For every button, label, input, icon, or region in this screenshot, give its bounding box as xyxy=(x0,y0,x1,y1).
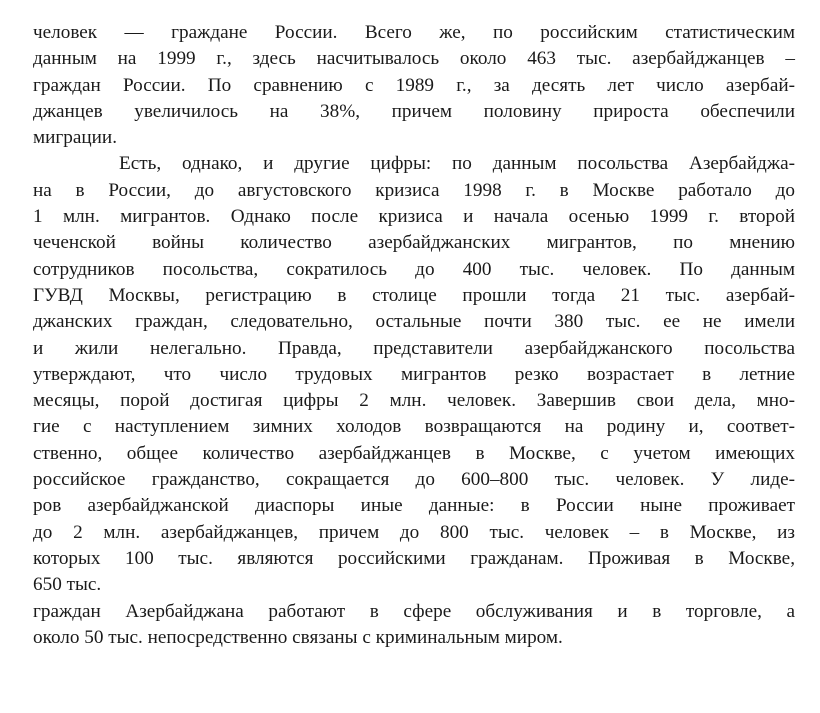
text-line: миграции. xyxy=(33,127,117,149)
text-line: месяцы, порой достигая цифры 2 млн. человек. Завершив свои дела, мно- xyxy=(33,390,795,412)
text-line: 650 тыс. xyxy=(33,574,102,596)
text-line: данным на 1999 г., здесь насчитывалось около 463 тыс. азербайджанцев – xyxy=(33,48,795,70)
paragraph-1 xyxy=(33,20,795,151)
text-line: гие с наступлением зимних холодов возвращаются на родину и, соответ- xyxy=(33,416,795,438)
text-line: и жили нелегально. Правда, представители азербайджанского посольства xyxy=(33,337,795,359)
text-line: джанских граждан, следовательно, остальные почти 380 тыс. ее не имели xyxy=(33,311,795,333)
text-line: чеченской войны количество азербайджанских мигрантов, по мнению xyxy=(33,232,795,254)
text-line: 1 млн. мигрантов. Однако после кризиса и начала осенью 1999 г. второй xyxy=(33,206,795,228)
text-line: граждан России. По сравнению с 1989 г., за десять лет число азербай- xyxy=(33,74,795,96)
text-line: ГУВД Москвы, регистрацию в столице прошли тогда 21 тыс. азербай- xyxy=(33,284,795,306)
text-line: джанцев увеличилось на 38%, причем половину прироста обеспечили xyxy=(33,100,795,122)
text-line: ров азербайджанской диаспоры иные данные: в России ныне проживает xyxy=(33,495,795,517)
text-line: человек — граждане России. Всего же, по российским статистическим xyxy=(33,22,795,43)
text-line: около 50 тыс. непосредственно связаны с криминальным миром. xyxy=(33,626,563,648)
paragraph-3 xyxy=(33,599,795,652)
text-line: российское гражданство, сокращается до 600–800 тыс. человек. У лиде- xyxy=(33,469,795,491)
text-line: которых 100 тыс. являются российскими гражданам. Проживая в Москве, xyxy=(33,547,795,569)
text-line: до 2 млн. азербайджанцев, причем до 800 тыс. человек – в Москве, из xyxy=(33,521,795,543)
text-line: Есть, однако, и другие цифры: по данным посольства Азербайджа- xyxy=(119,153,795,175)
text-line: граждан Азербайджана работают в сфере обслуживания и в торговле, а xyxy=(33,600,795,622)
text-line: утверждают, что число трудовых мигрантов резко возрастает в летние xyxy=(33,363,795,385)
text-line: ственно, общее количество азербайджанцев в Москве, с учетом имеющих xyxy=(33,442,795,464)
paragraph-2 xyxy=(33,151,795,598)
document-page xyxy=(33,20,795,651)
text-line: на в России, до августовского кризиса 1998 г. в Москве работало до xyxy=(33,179,795,201)
text-line: сотрудников посольства, сократилось до 400 тыс. человек. По данным xyxy=(33,258,795,280)
